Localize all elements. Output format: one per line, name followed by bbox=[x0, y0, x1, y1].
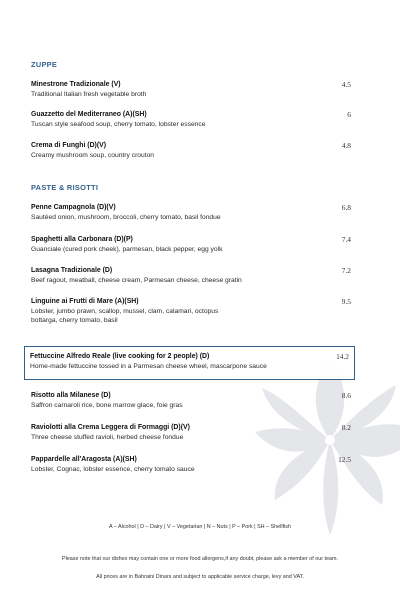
item-name: Lasagna Tradizionale (D) bbox=[31, 267, 113, 274]
item-description: Three cheese stuffed ravioli, herbed cheese fondue bbox=[31, 433, 184, 441]
item-description: Creamy mushroom soup, country crouton bbox=[31, 151, 155, 159]
item-price: 9.5 bbox=[341, 297, 351, 306]
menu-item bbox=[31, 266, 351, 285]
allergen-note: Please note that our dishes may contain one or more food allergens,if any doubt, please ask a member of our team. bbox=[62, 556, 338, 562]
menu-item bbox=[31, 203, 351, 222]
menu-item bbox=[31, 455, 351, 474]
item-description: Traditional Italian fresh vegetable broth bbox=[31, 90, 147, 98]
item-name: Pappardelle all'Aragosta (A)(SH) bbox=[31, 456, 137, 463]
menu-item bbox=[31, 391, 351, 410]
prices-note: All prices are in Bahraini Dinars and subject to applicable service charge, levy and VAT. bbox=[96, 574, 304, 580]
menu-item bbox=[31, 80, 351, 99]
item-price: 12.5 bbox=[338, 455, 351, 464]
menu-item-featured bbox=[30, 352, 354, 371]
item-description: Sautéed onion, mushroom, broccoli, cherry tomato, basil fondue bbox=[31, 213, 221, 221]
allergen-legend: A – Alcohol | D – Dairy | V – Vegetarian | N – Nuts | P – Pork | SH – Shellfish bbox=[109, 524, 291, 530]
item-price: 8.2 bbox=[341, 423, 351, 432]
menu-item bbox=[31, 141, 351, 160]
item-description: Tuscan style seafood soup, cherry tomato, lobster essence bbox=[31, 120, 206, 128]
item-price: 14.2 bbox=[336, 352, 349, 361]
featured-item-box bbox=[24, 346, 355, 380]
menu-item bbox=[31, 110, 351, 129]
item-description: Lobster, jumbo prawn, scallop, mussel, clam, calamari, octopus bbox=[31, 307, 219, 315]
menu-item bbox=[31, 235, 351, 254]
item-name: Penne Campagnola (D)(V) bbox=[31, 204, 116, 211]
section-title-paste-risotti: PASTE & RISOTTI bbox=[31, 183, 99, 192]
menu-item bbox=[31, 423, 351, 442]
item-name: Minestrone Tradizionale (V) bbox=[31, 81, 121, 88]
item-price: 6 bbox=[347, 110, 351, 119]
item-price: 4.8 bbox=[341, 141, 351, 150]
item-description: Guanciale (cured pork cheek), parmesan, black pepper, egg yolk bbox=[31, 245, 223, 253]
item-name: Fettuccine Alfredo Reale (live cooking for 2 people) (D) bbox=[30, 353, 210, 360]
item-description: Home-made fettuccine tossed in a Parmesan cheese wheel, mascarpone sauce bbox=[30, 362, 267, 370]
item-description: Saffron carnaroli rice, bone marrow glace, foie gras bbox=[31, 401, 183, 409]
item-price: 4.5 bbox=[341, 80, 351, 89]
item-description: Beef ragout, meatball, cheese cream, Parmesan cheese, cheese gratin bbox=[31, 276, 242, 284]
item-name: Risotto alla Milanese (D) bbox=[31, 392, 111, 399]
menu-item bbox=[31, 297, 351, 326]
item-name: Raviolotti alla Crema Leggera di Formaggi (D)(V) bbox=[31, 424, 190, 431]
item-name: Crema di Funghi (D)(V) bbox=[31, 142, 107, 149]
item-price: 7.4 bbox=[341, 235, 351, 244]
item-description: Lobster, Cognac, lobster essence, cherry tomato sauce bbox=[31, 465, 195, 473]
section-title-zuppe: ZUPPE bbox=[31, 60, 58, 69]
item-price: 6.8 bbox=[341, 203, 351, 212]
item-name: Linguine ai Frutti di Mare (A)(SH) bbox=[31, 298, 139, 305]
item-name: Spaghetti alla Carbonara (D)(P) bbox=[31, 236, 133, 243]
item-price: 7.2 bbox=[341, 266, 351, 275]
item-name: Guazzetto del Mediterraneo (A)(SH) bbox=[31, 111, 147, 118]
item-price: 8.6 bbox=[341, 391, 351, 400]
item-description-continued: bottarga, cherry tomato, basil bbox=[31, 317, 118, 324]
